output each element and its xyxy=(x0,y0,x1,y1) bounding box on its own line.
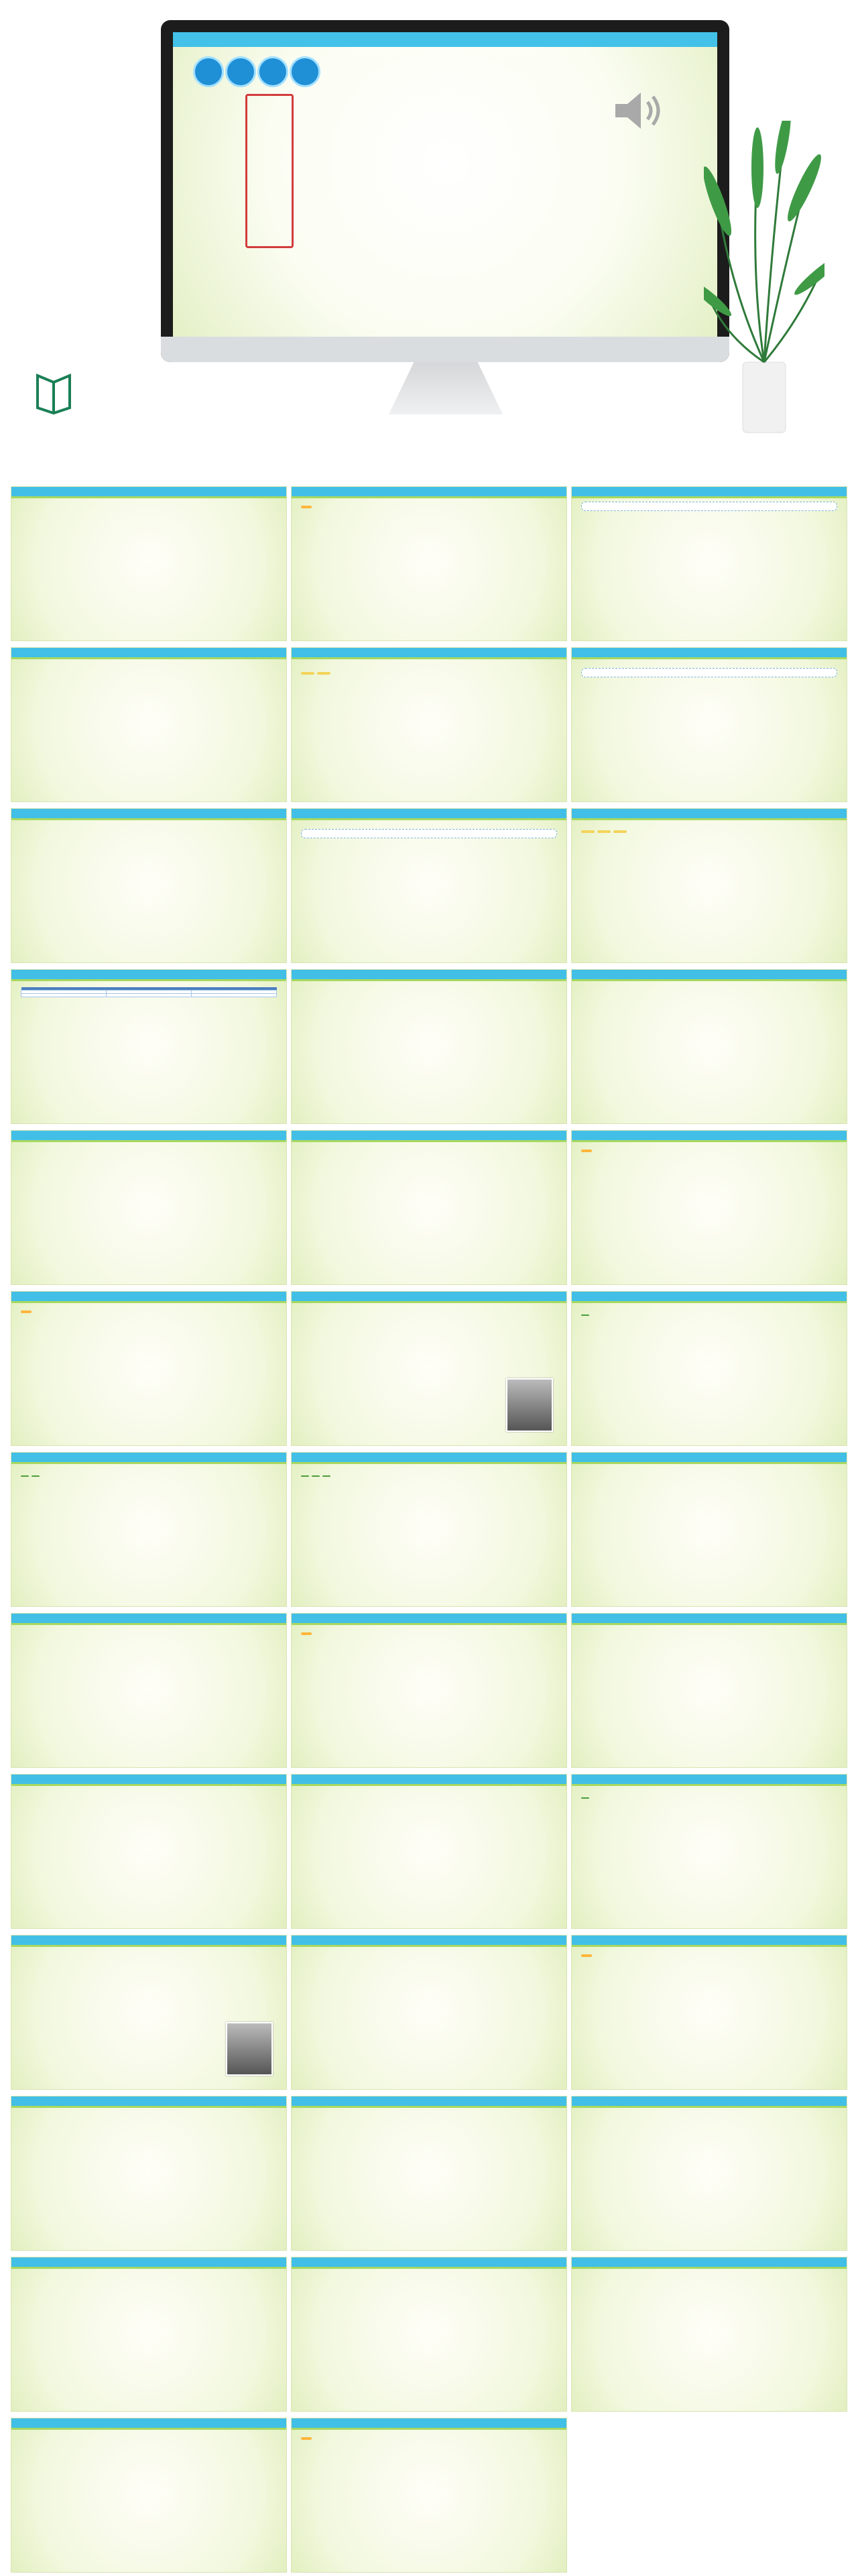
slide-text-line xyxy=(581,502,837,511)
slide-red3[interactable] xyxy=(291,1452,567,1607)
slide-note xyxy=(581,668,837,677)
slide-chip xyxy=(322,1475,330,1477)
slide-content xyxy=(21,2433,277,2565)
comparison-table xyxy=(21,987,277,997)
banner-char xyxy=(290,56,320,87)
table-cell xyxy=(21,994,107,997)
slide-header-bar xyxy=(572,2257,847,2267)
slide-header-bar xyxy=(572,1936,847,1945)
slide-content xyxy=(301,1467,557,1600)
slide-content xyxy=(581,502,837,634)
slide-content xyxy=(301,502,557,634)
slide-vocab[interactable] xyxy=(291,647,567,802)
slide-content xyxy=(581,1789,837,1921)
slide-header-bar xyxy=(11,1936,286,1945)
slide-content xyxy=(301,2433,557,2565)
banner-char xyxy=(257,56,288,87)
slide-tag xyxy=(301,672,314,675)
slide-badge xyxy=(301,2437,312,2440)
slide-header-bar xyxy=(11,2257,286,2267)
slide-reading2[interactable] xyxy=(571,2257,847,2412)
slide-reading[interactable] xyxy=(571,969,847,1124)
slide-badge xyxy=(581,1150,592,1152)
slide-header-bar xyxy=(572,809,847,818)
slide-content xyxy=(581,985,837,1117)
poem-side-title xyxy=(245,94,294,248)
slide-header-bar xyxy=(292,1453,566,1462)
slide-header-bar xyxy=(292,1131,566,1140)
slide-content xyxy=(581,2111,837,2243)
portrait-photo xyxy=(226,2022,273,2076)
slide-details[interactable] xyxy=(291,1291,567,1446)
slide-badge xyxy=(301,506,312,508)
slide-tag xyxy=(613,830,627,833)
slide-content xyxy=(21,663,277,795)
slide-polyphone[interactable] xyxy=(571,647,847,802)
slide-read[interactable] xyxy=(11,647,287,802)
slide-header-bar xyxy=(292,1936,566,1945)
slide-header-bar xyxy=(572,487,847,496)
slide-red1[interactable] xyxy=(571,1291,847,1446)
slide-header-bar xyxy=(292,648,566,657)
slide-header-bar xyxy=(11,970,286,979)
plant-decoration xyxy=(704,121,824,436)
slide-content xyxy=(21,2272,277,2404)
portrait-photo xyxy=(506,1378,553,1432)
table-row xyxy=(21,994,277,997)
slide-analysis2[interactable] xyxy=(291,1774,567,1929)
slide-flashback[interactable] xyxy=(11,1613,287,1768)
slide-content xyxy=(581,663,837,795)
slide-header-bar xyxy=(292,2257,566,2267)
slide-header-bar xyxy=(572,648,847,657)
slide-content xyxy=(21,1306,277,1439)
slide-header-bar xyxy=(572,1131,847,1140)
monitor-chin xyxy=(161,337,729,362)
slide-homework[interactable] xyxy=(571,1130,847,1285)
hero-section xyxy=(0,0,858,483)
slide-header-bar xyxy=(572,1775,847,1784)
slide-chip xyxy=(581,1797,589,1799)
slide-chip xyxy=(32,1475,40,1477)
slide-scene[interactable] xyxy=(291,1935,567,2090)
slide-chip xyxy=(312,1475,320,1477)
slide-content xyxy=(21,1628,277,1760)
slide-badge xyxy=(301,1632,312,1635)
slide-chip xyxy=(21,1475,29,1477)
slide-content xyxy=(21,502,277,634)
slide-badge xyxy=(581,1954,592,1957)
slide-badge xyxy=(21,1310,32,1313)
slide-note xyxy=(301,829,557,838)
slide-header-bar xyxy=(11,2096,286,2106)
monitor-stand xyxy=(389,362,503,414)
slide-content xyxy=(301,1145,557,1278)
slide-idioms[interactable] xyxy=(291,1613,567,1768)
slide-summary[interactable] xyxy=(291,1130,567,1285)
slide-paras[interactable] xyxy=(11,1130,287,1285)
slide-tag xyxy=(317,672,330,675)
slide-guide[interactable] xyxy=(571,1935,847,2090)
slide-content xyxy=(21,1789,277,1921)
slide-content xyxy=(301,1789,557,1921)
slide-header-bar xyxy=(11,1292,286,1301)
slide-language[interactable] xyxy=(571,1774,847,1929)
hero-banner xyxy=(193,56,322,87)
slide-header-bar xyxy=(292,1614,566,1623)
slide-structure[interactable] xyxy=(291,969,567,1124)
slide-tag xyxy=(581,830,595,833)
slide-table[interactable] xyxy=(11,969,287,1124)
slide-photo[interactable] xyxy=(11,1935,287,2090)
slide-chip xyxy=(301,1475,309,1477)
slide-content xyxy=(301,2111,557,2243)
slide-analysis[interactable] xyxy=(11,1774,287,1929)
slide-content xyxy=(21,824,277,956)
slide-thinking[interactable] xyxy=(571,1452,847,1607)
slide-summary2[interactable] xyxy=(291,2257,567,2412)
slide-header-bar xyxy=(572,1453,847,1462)
slide-header-bar xyxy=(11,2418,286,2428)
slide-author[interactable] xyxy=(291,486,567,641)
slide-header-bar xyxy=(11,1775,286,1784)
slide-extension[interactable] xyxy=(291,2418,567,2573)
table-cell xyxy=(192,994,277,997)
slide-content xyxy=(581,2272,837,2404)
slide-content xyxy=(581,1306,837,1439)
slide-header-bar xyxy=(292,1292,566,1301)
slide-content xyxy=(21,2111,277,2243)
slide-content xyxy=(21,985,277,1117)
slide-header-bar xyxy=(11,487,286,496)
slide-phrases[interactable] xyxy=(571,2096,847,2251)
slide-conclusion[interactable] xyxy=(11,2418,287,2573)
slide-header-bar xyxy=(292,2418,566,2428)
slide-chip xyxy=(581,1314,589,1316)
monitor-frame xyxy=(161,20,729,362)
slide-tag xyxy=(597,830,611,833)
slide-header-bar xyxy=(572,1292,847,1301)
slide-content xyxy=(21,1145,277,1278)
banner-char xyxy=(225,56,256,87)
slide-header-bar xyxy=(11,1614,286,1623)
slide-header-bar xyxy=(572,970,847,979)
slide-content xyxy=(581,1628,837,1760)
monitor-screen xyxy=(173,32,717,337)
slide-practice[interactable] xyxy=(11,2096,287,2251)
slide-content xyxy=(21,1467,277,1600)
table-cell xyxy=(107,994,192,997)
slide-idioms2[interactable] xyxy=(571,1613,847,1768)
slide-words[interactable] xyxy=(291,808,567,963)
slide-content xyxy=(301,1950,557,2082)
slide-lesson2[interactable] xyxy=(11,1291,287,1446)
slide-header-bar xyxy=(292,809,566,818)
slide-content xyxy=(581,1467,837,1600)
banner-char xyxy=(193,56,224,87)
slide-content xyxy=(301,824,557,956)
slide-header-bar xyxy=(11,1131,286,1140)
slide-question[interactable] xyxy=(571,486,847,641)
slide-content xyxy=(581,1145,837,1278)
slide-header-bar xyxy=(11,809,286,818)
slide-header-bar xyxy=(292,2096,566,2106)
slide-speech[interactable] xyxy=(291,2096,567,2251)
speaker-icon[interactable] xyxy=(609,87,669,134)
slide-content xyxy=(301,1628,557,1760)
brand-logo xyxy=(34,369,107,429)
slide-content xyxy=(301,985,557,1117)
slide-content xyxy=(581,824,837,956)
slide-phrases2[interactable] xyxy=(11,2257,287,2412)
slide-content xyxy=(301,2272,557,2404)
slide-header-bar xyxy=(292,487,566,496)
slide-header-bar xyxy=(572,2096,847,2106)
slide-content xyxy=(581,1950,837,2082)
slide-content xyxy=(301,663,557,795)
slide-red2[interactable] xyxy=(11,1452,287,1607)
slide-title[interactable] xyxy=(11,486,287,641)
slide-header-bar xyxy=(292,970,566,979)
book-icon xyxy=(34,369,74,416)
slide-header-bar xyxy=(11,1453,286,1462)
slide-header-bar xyxy=(11,648,286,657)
slide-meaning[interactable] xyxy=(571,808,847,963)
slide-header-bar xyxy=(572,1614,847,1623)
slide-xingjin[interactable] xyxy=(11,808,287,963)
slide-header-bar xyxy=(292,1775,566,1784)
